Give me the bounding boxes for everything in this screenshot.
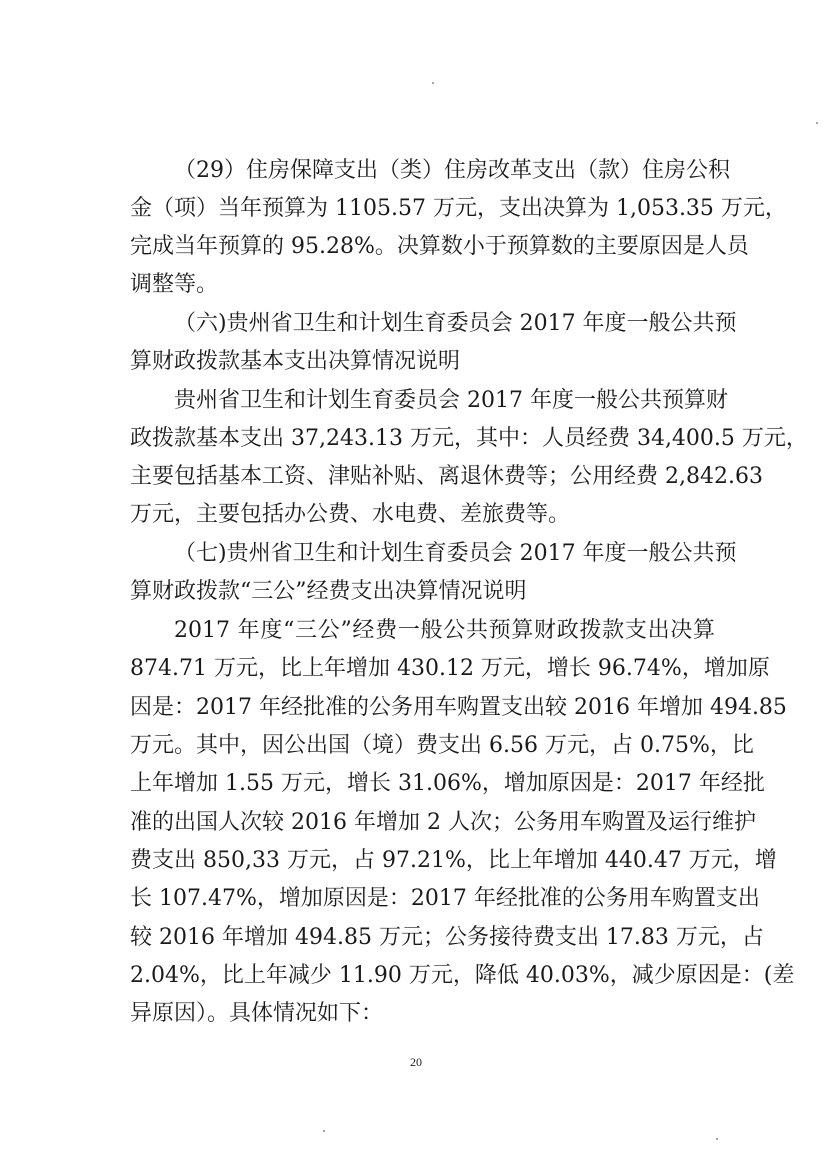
scan-speck <box>816 122 818 124</box>
section-7-heading-line-1: （七)贵州省卫生和计划生育委员会 2017 年度一般公共预 <box>174 541 737 566</box>
section-7-body-line-4: 万元。其中，因公出国（境）费支出 6.56 万元，占 0.75%，比 <box>130 733 754 758</box>
section-7-body-line-3: 因是：2017 年经批准的公务用车购置支出较 2016 年增加 494.85 <box>130 695 787 720</box>
section-7-body-line-10: 2.04%，比上年减少 11.90 万元，降低 40.03%，减少原因是：(差 <box>130 963 795 988</box>
section-7-body-line-5: 上年增加 1.55 万元，增长 31.06%，增加原因是：2017 年经批 <box>130 771 765 796</box>
section-7-body-line-9: 较 2016 年增加 494.85 万元；公务接待费支出 17.83 万元，占 <box>130 925 764 950</box>
paragraph-29-line-2: 金（项）当年预算为 1105.57 万元，支出决算为 1,053.35 万元， <box>130 196 787 221</box>
section-7-heading-line-2: 算财政拨款“三公”经费支出决算情况说明 <box>130 579 527 604</box>
section-6-body-line-1: 贵州省卫生和计划生育委员会 2017 年度一般公共预算财 <box>174 388 728 413</box>
paragraph-29-line-4: 调整等。 <box>130 272 219 297</box>
paragraph-29-line-1: （29）住房保障支出（类）住房改革支出（款）住房公积 <box>174 158 730 183</box>
section-7-body-line-8: 长 107.47%，增加原因是：2017 年经批准的公务用车购置支出 <box>130 886 760 911</box>
section-7-body-line-6: 准的出国人次较 2016 年增加 2 人次；公务用车购置及运行维护 <box>130 810 756 835</box>
section-7-body-line-1: 2017 年度“三公”经费一般公共预算财政拨款支出决算 <box>174 618 715 643</box>
section-7-body-line-11: 异原因）。具体情况如下： <box>130 1001 384 1026</box>
page-number: 20 <box>410 1055 422 1069</box>
scan-speck <box>323 1130 325 1132</box>
section-6-body-line-2: 政拨款基本支出 37,243.13 万元，其中：人员经费 34,400.5 万元， <box>130 426 808 451</box>
section-6-body-line-3: 主要包括基本工资、津贴补贴、离退休费等；公用经费 2,842.63 <box>130 464 763 489</box>
scan-speck <box>716 1138 718 1140</box>
section-6-heading-line-2: 算财政拨款基本支出决算情况说明 <box>130 349 461 374</box>
section-6-heading-line-1: （六)贵州省卫生和计划生育委员会 2017 年度一般公共预 <box>174 311 737 336</box>
section-7-body-line-2: 874.71 万元，比上年增加 430.12 万元，增长 96.74%，增加原 <box>130 656 770 681</box>
section-7-body-line-7: 费支出 850,33 万元，占 97.21%，比上年增加 440.47 万元，增 <box>130 848 777 873</box>
section-6-body-line-4: 万元，主要包括办公费、水电费、差旅费等。 <box>130 502 571 527</box>
scan-speck <box>432 82 434 84</box>
paragraph-29-line-3: 完成当年预算的 95.28%。决算数小于预算数的主要原因是人员 <box>130 234 749 259</box>
